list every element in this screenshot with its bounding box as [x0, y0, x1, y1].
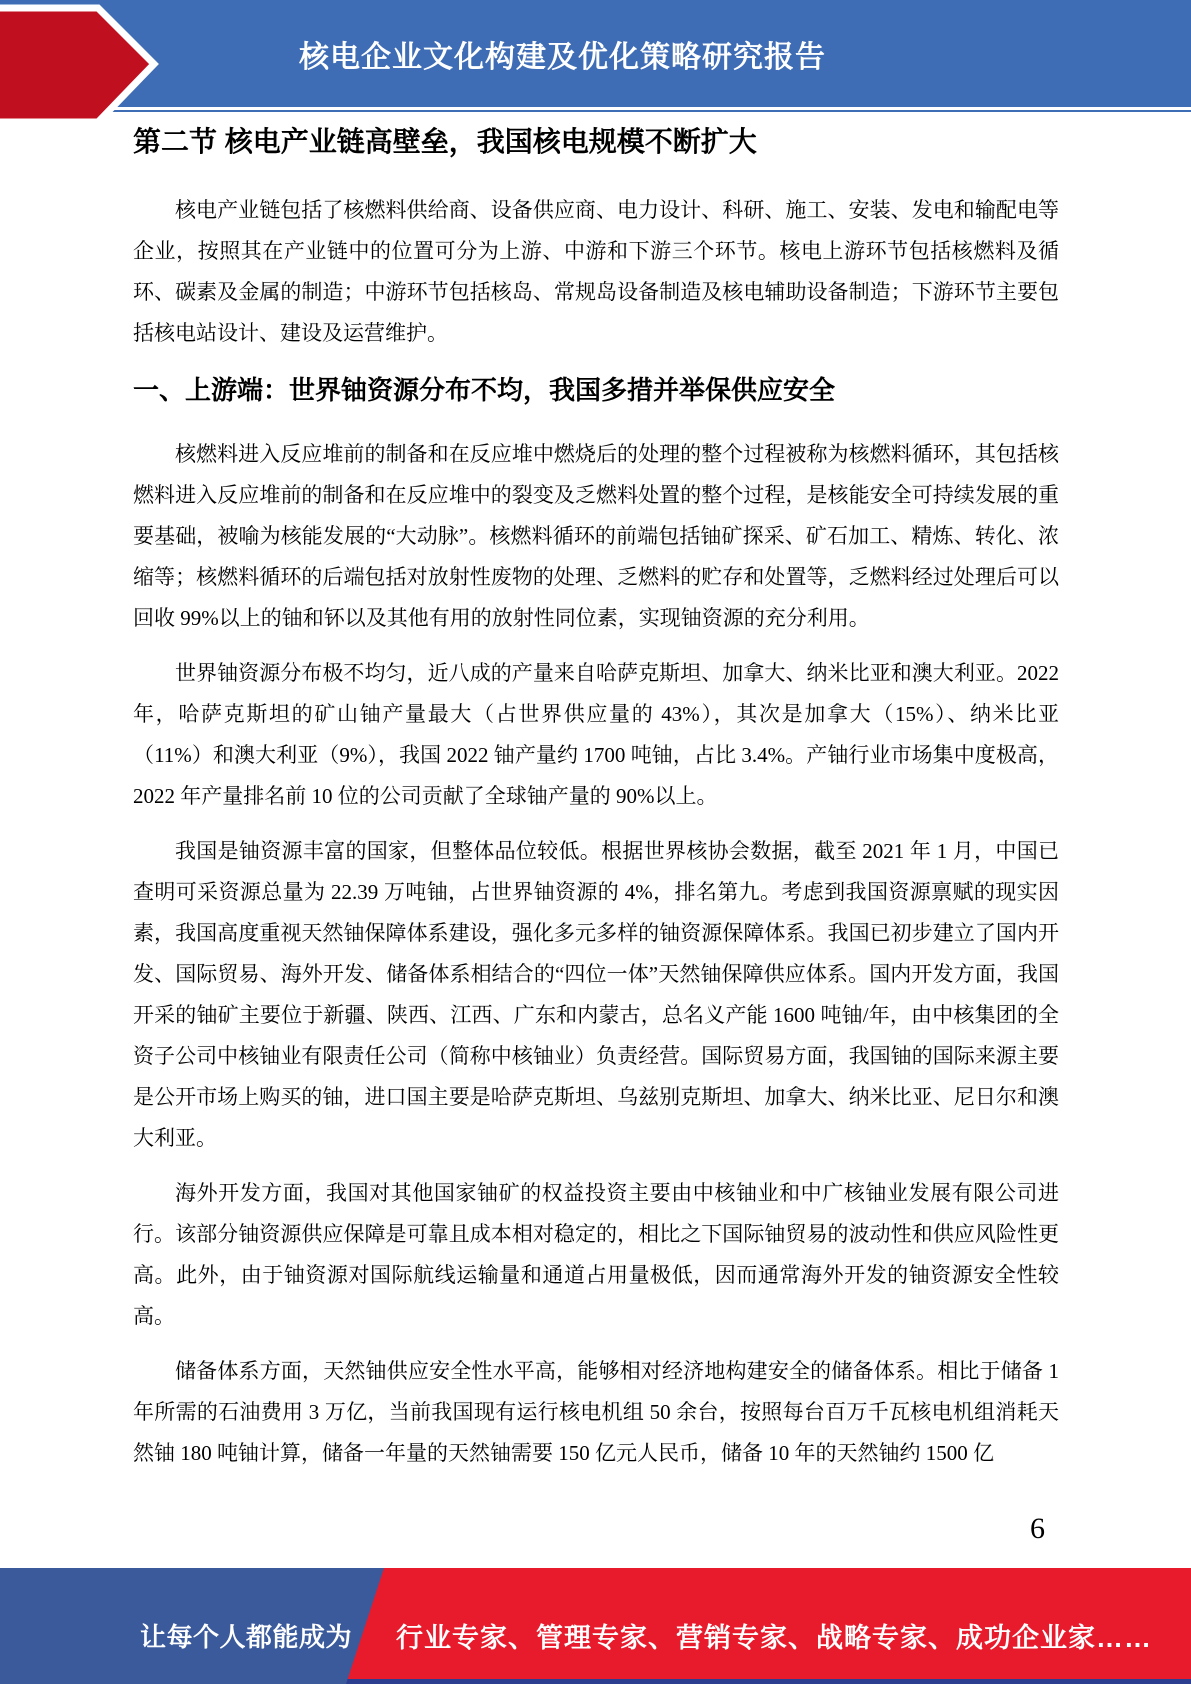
paragraph: 海外开发方面，我国对其他国家铀矿的权益投资主要由中核铀业和中广核铀业发展有限公司进行。该部分铀资源供应保障是可靠且成本相对稳定的，相比之下国际铀贸易的波动性和供应风险性更高。此外，由于铀资源对国际航线运输量和通道占用量极低，因而通常海外开发的铀资源安全性较高。 — [133, 1181, 1059, 1328]
section-heading: 第二节 核电产业链高壁垒，我国核电规模不断扩大 — [133, 126, 757, 157]
header-banner — [0, 0, 1191, 107]
red-chevron-arrow-icon — [0, 0, 170, 128]
paragraph: 世界铀资源分布极不均匀，近八成的产量来自哈萨克斯坦、加拿大、纳米比亚和澳大利亚。2022 年，哈萨克斯坦的矿山铀产量最大（占世界供应量的 43%），其次是加拿大（15%）、纳米比亚（11%）和澳大利亚（9%），我国 2022 铀产量约 1700 吨铀，占比 3.4%。产铀行业市场集中度极高，2022 年产量排名前 10 位的公司贡献了全球铀产量的 90%以上。 — [133, 661, 1059, 808]
page-number: 6 — [1030, 1512, 1045, 1545]
footer-banner — [0, 1568, 1191, 1684]
paragraph: 我国是铀资源丰富的国家，但整体品位较低。根据世界核协会数据，截至 2021 年 1 月，中国已查明可采资源总量为 22.39 万吨铀，占世界铀资源的 4%，排名第九。考虑到我国资源禀赋的现实因素，我国高度重视天然铀保障体系建设，强化多元多样的铀资源保障体系。我国已初步建立了国内开发、国际贸易、海外开发、储备体系相结合的“四位一体”天然铀保障供应体系。国内开发方面，我国开采的铀矿主要位于新疆、陕西、江西、广东和内蒙古，总名义产能 1600 吨铀/年，由中核集团的全资子公司中核铀业有限责任公司（简称中核铀业）负责经营。国际贸易方面，我国铀的国际来源主要是公开市场上购买的铀，进口国主要是哈萨克斯坦、乌兹别克斯坦、加拿大、纳米比亚、尼日尔和澳大利亚。 — [133, 839, 1059, 1150]
document-body — [133, 120, 1059, 1474]
paragraph-intro: 核电产业链包括了核燃料供给商、设备供应商、电力设计、科研、施工、安装、发电和输配电等企业，按照其在产业链中的位置可分为上游、中游和下游三个环节。核电上游环节包括核燃料及循环、碳素及金属的制造；中游环节包括核岛、常规岛设备制造及核电辅助设备制造；下游环节主要包括核电站设计、建设及运营维护。 — [133, 198, 1059, 345]
paragraph: 核燃料进入反应堆前的制备和在反应堆中燃烧后的处理的整个过程被称为核燃料循环，其包括核燃料进入反应堆前的制备和在反应堆中的裂变及乏燃料处置的整个过程，是核能安全可持续发展的重要基础，被喻为核能发展的“大动脉”。核燃料循环的前端包括铀矿探采、矿石加工、精炼、转化、浓缩等；核燃料循环的后端包括对放射性废物的处理、乏燃料的贮存和处置等，乏燃料经过处理后可以回收 99%以上的铀和钚以及其他有用的放射性同位素，实现铀资源的充分利用。 — [133, 442, 1059, 630]
footer-slogan-left: 让每个人都能成为 — [140, 1622, 353, 1652]
header-divider-line — [0, 110, 1191, 112]
paragraph: 储备体系方面，天然铀供应安全性水平高，能够相对经济地构建安全的储备体系。相比于储备 1 年所需的石油费用 3 万亿，当前我国现有运行核电机组 50 余台，按照每台百万千瓦核电机组消耗天然铀 180 吨铀计算，储备一年量的天然铀需要 150 亿元人民币，储备 10 年的天然铀约 1500 亿 — [133, 1359, 1059, 1465]
report-title: 核电企业文化构建及优化策略研究报告 — [299, 40, 826, 74]
subsection-heading: 一、上游端：世界铀资源分布不均，我国多措并举保供应安全 — [133, 375, 836, 405]
footer-slogan-right: 行业专家、管理专家、营销专家、战略专家、成功企业家…… — [396, 1623, 1152, 1653]
